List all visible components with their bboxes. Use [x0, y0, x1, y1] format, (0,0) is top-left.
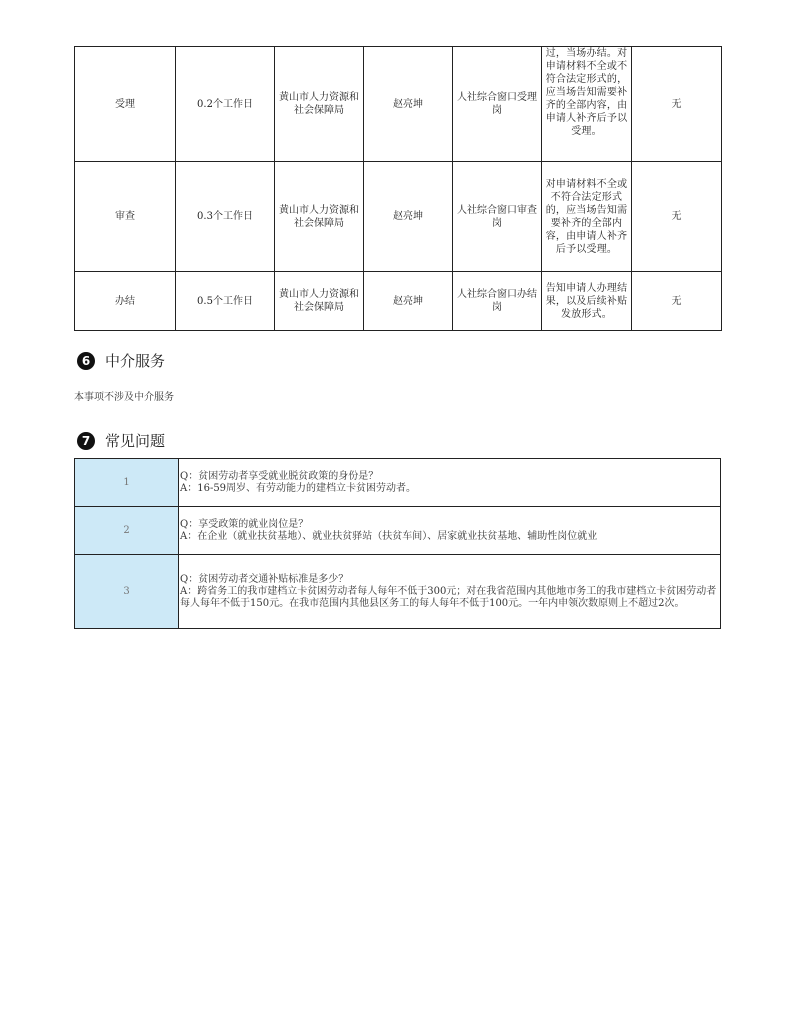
duration-cell: 0.5个工作日 — [176, 272, 275, 331]
faq-table — [74, 458, 721, 629]
section-title: 常见问题 — [105, 432, 166, 450]
faq-question: Q：享受政策的就业岗位是？ — [180, 518, 309, 530]
faq-content — [179, 507, 721, 555]
faq-index: 3 — [75, 555, 179, 629]
section-number-badge: 7 — [77, 432, 95, 450]
faq-row — [75, 555, 721, 629]
post-cell: 人社综合窗口办结岗 — [453, 272, 542, 331]
post-cell: 人社综合窗口审查岗 — [453, 162, 542, 272]
process-table — [74, 46, 722, 331]
section-7-heading — [77, 430, 165, 451]
step-cell: 受理 — [75, 47, 176, 162]
fee-cell: 无 — [632, 47, 722, 162]
fee-cell: 无 — [632, 272, 722, 331]
faq-question: Q：贫困劳动者享受就业脱贫政策的身份是？ — [180, 470, 379, 482]
faq-row — [75, 459, 721, 507]
faq-row — [75, 507, 721, 555]
section-title: 中介服务 — [105, 352, 166, 370]
duration-cell: 0.2个工作日 — [176, 47, 275, 162]
person-cell: 赵亮坤 — [364, 272, 453, 331]
note-cell: 对申请材料不全或不符合法定形式的，应当场告知需要补齐的全部内容，由申请人补齐后予以受理。 — [542, 162, 632, 272]
department-cell: 黄山市人力资源和社会保障局 — [275, 47, 364, 162]
note-cell: 过，当场办结。对申请材料不全或不符合法定形式的，应当场告知需要补齐的全部内容，由申请人补齐后予以受理。 — [542, 47, 632, 162]
faq-index: 1 — [75, 459, 179, 507]
faq-content — [179, 555, 721, 629]
faq-answer: A：跨省务工的我市建档立卡贫困劳动者每人每年不低于300元；对在我省范围内其他地市务工的我市建档立卡贫困劳动者每人每年不低于150元。在我市范围内其他县区务工的每人每年不低于100元。一年内申领次数原则上不超过2次。 — [180, 585, 717, 609]
note-cell: 告知申请人办理结果，以及后续补贴发放形式。 — [542, 272, 632, 331]
process-row-review — [75, 162, 722, 272]
process-row-complete — [75, 272, 722, 331]
section-6-heading — [77, 350, 165, 371]
intermediary-service-text: 本事项不涉及中介服务 — [74, 392, 174, 403]
duration-cell: 0.3个工作日 — [176, 162, 275, 272]
faq-index: 2 — [75, 507, 179, 555]
department-cell: 黄山市人力资源和社会保障局 — [275, 162, 364, 272]
faq-question: Q：贫困劳动者交通补贴标准是多少？ — [180, 573, 349, 585]
step-cell: 办结 — [75, 272, 176, 331]
process-row-accept — [75, 47, 722, 162]
fee-cell: 无 — [632, 162, 722, 272]
person-cell: 赵亮坤 — [364, 47, 453, 162]
step-cell: 审查 — [75, 162, 176, 272]
faq-answer: A：16-59周岁、有劳动能力的建档立卡贫困劳动者。 — [180, 482, 417, 494]
section-number-badge: 6 — [77, 352, 95, 370]
person-cell: 赵亮坤 — [364, 162, 453, 272]
faq-content — [179, 459, 721, 507]
department-cell: 黄山市人力资源和社会保障局 — [275, 272, 364, 331]
faq-answer: A：在企业（就业扶贫基地）、就业扶贫驿站（扶贫车间）、居家就业扶贫基地、辅助性岗位就业 — [180, 530, 598, 542]
post-cell: 人社综合窗口受理岗 — [453, 47, 542, 162]
